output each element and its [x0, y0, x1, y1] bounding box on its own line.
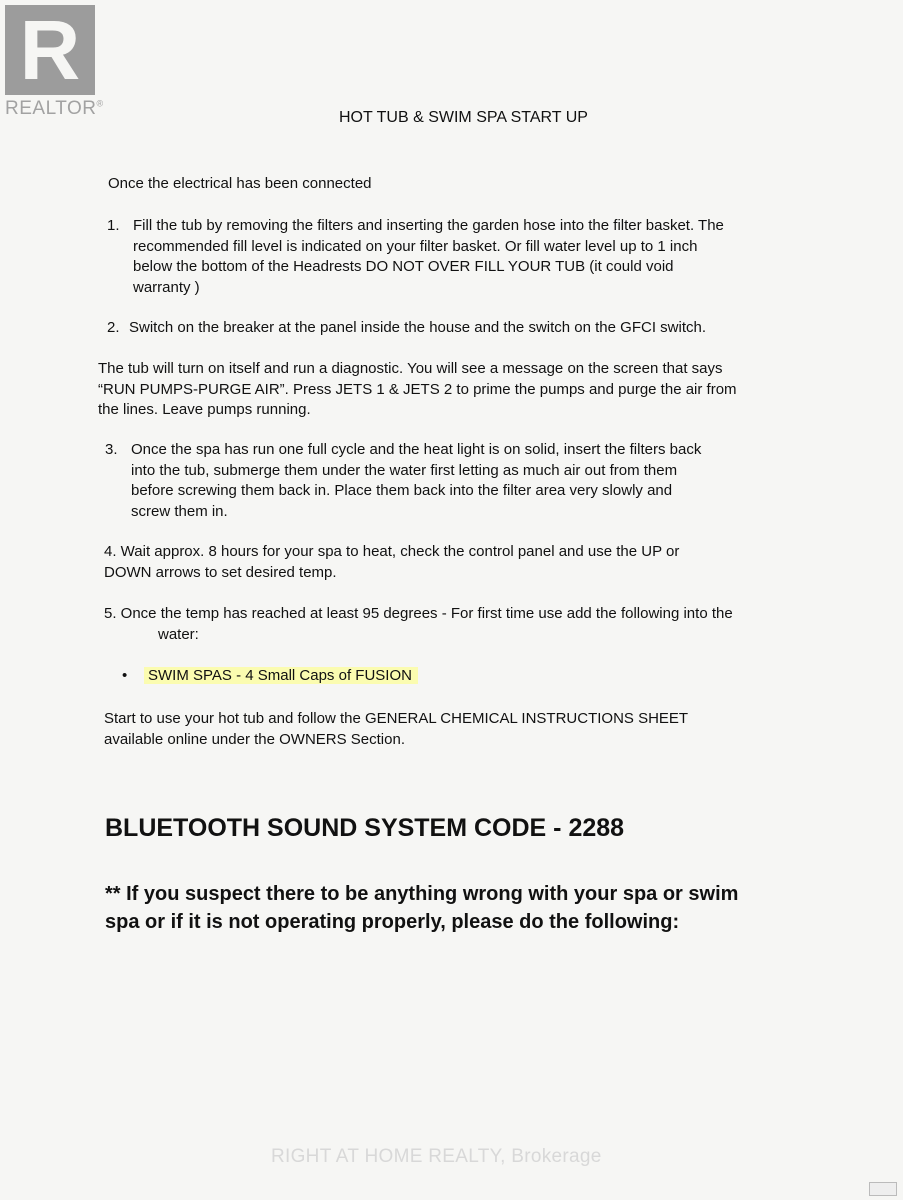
- logo-wordmark-text: REALTOR: [5, 98, 97, 119]
- step-4-line-1: 4. Wait approx. 8 hours for your spa to heat, check the control panel and use the UP or: [104, 543, 680, 560]
- step-4-line-2: DOWN arrows to set desired temp.: [104, 563, 337, 581]
- closing-line-2: available online under the OWNERS Section.: [104, 730, 405, 748]
- step-3: [105, 440, 701, 522]
- step-4: [104, 542, 679, 583]
- step-3-number: 3.: [105, 441, 118, 458]
- step-1-number: 1.: [107, 217, 120, 234]
- step-2: [107, 318, 706, 339]
- logo-wordmark: [5, 98, 104, 120]
- scanner-badge-icon: [869, 1182, 897, 1196]
- step-1-line-1: Fill the tub by removing the filters and inserting the garden hose into the filter basket. The: [133, 217, 724, 234]
- intro-text: Once the electrical has been connected: [108, 175, 372, 192]
- logo-letter: R: [19, 3, 81, 97]
- step-1-line-3: below the bottom of the Headrests DO NOT OVER FILL YOUR TUB (it could void: [133, 258, 674, 275]
- warning-heading: [105, 880, 738, 936]
- step-3-line-2: into the tub, submerge them under the water first letting as much air out from them: [131, 461, 678, 479]
- step-1-line-4: warranty ): [133, 278, 200, 296]
- bluetooth-code-heading: BLUETOOTH SOUND SYSTEM CODE - 2288: [105, 814, 625, 842]
- step-5: [104, 604, 733, 645]
- page-title: HOT TUB & SWIM SPA START UP: [339, 109, 588, 126]
- step-3-line-4: screw them in.: [131, 502, 228, 520]
- brokerage-watermark: RIGHT AT HOME REALTY, Brokerage: [271, 1146, 602, 1167]
- step-5-line-2: water:: [158, 625, 199, 643]
- highlighted-bullet-text: SWIM SPAS - 4 Small Caps of FUSION: [144, 667, 418, 684]
- step-2-number: 2.: [107, 319, 120, 336]
- logo-reg-mark: ®: [96, 98, 104, 109]
- bullet-item: [122, 666, 418, 687]
- step-3-line-1: Once the spa has run one full cycle and the heat light is on solid, insert the filters back: [131, 441, 702, 458]
- realtor-logo: [5, 3, 104, 120]
- step-1: [107, 216, 724, 298]
- closing-paragraph: [104, 709, 688, 750]
- closing-line-1: Start to use your hot tub and follow the GENERAL CHEMICAL INSTRUCTIONS SHEET: [104, 710, 689, 727]
- warning-line-2: spa or if it is not operating properly, please do the following:: [105, 911, 680, 933]
- diagnostic-paragraph: [98, 359, 737, 421]
- diagnostic-line-3: the lines. Leave pumps running.: [98, 401, 311, 418]
- step-3-line-3: before screwing them back in. Place them back into the filter area very slowly and: [131, 482, 673, 499]
- diagnostic-line-1: The tub will turn on itself and run a diagnostic. You will see a message on the screen that says: [98, 360, 723, 377]
- diagnostic-line-2: “RUN PUMPS-PURGE AIR”. Press JETS 1 & JETS 2 to prime the pumps and purge the air from: [98, 380, 737, 398]
- step-1-line-2: recommended fill level is indicated on your filter basket. Or fill water level up to 1 inch: [133, 237, 698, 255]
- step-5-line-1: 5. Once the temp has reached at least 95 degrees - For first time use add the following into the: [104, 605, 733, 622]
- bullet-mark: •: [122, 667, 128, 684]
- warning-line-1: ** If you suspect there to be anything wrong with your spa or swim: [105, 883, 739, 905]
- step-2-text: Switch on the breaker at the panel inside the house and the switch on the GFCI switch.: [129, 319, 706, 336]
- realtor-r-icon: [5, 5, 95, 95]
